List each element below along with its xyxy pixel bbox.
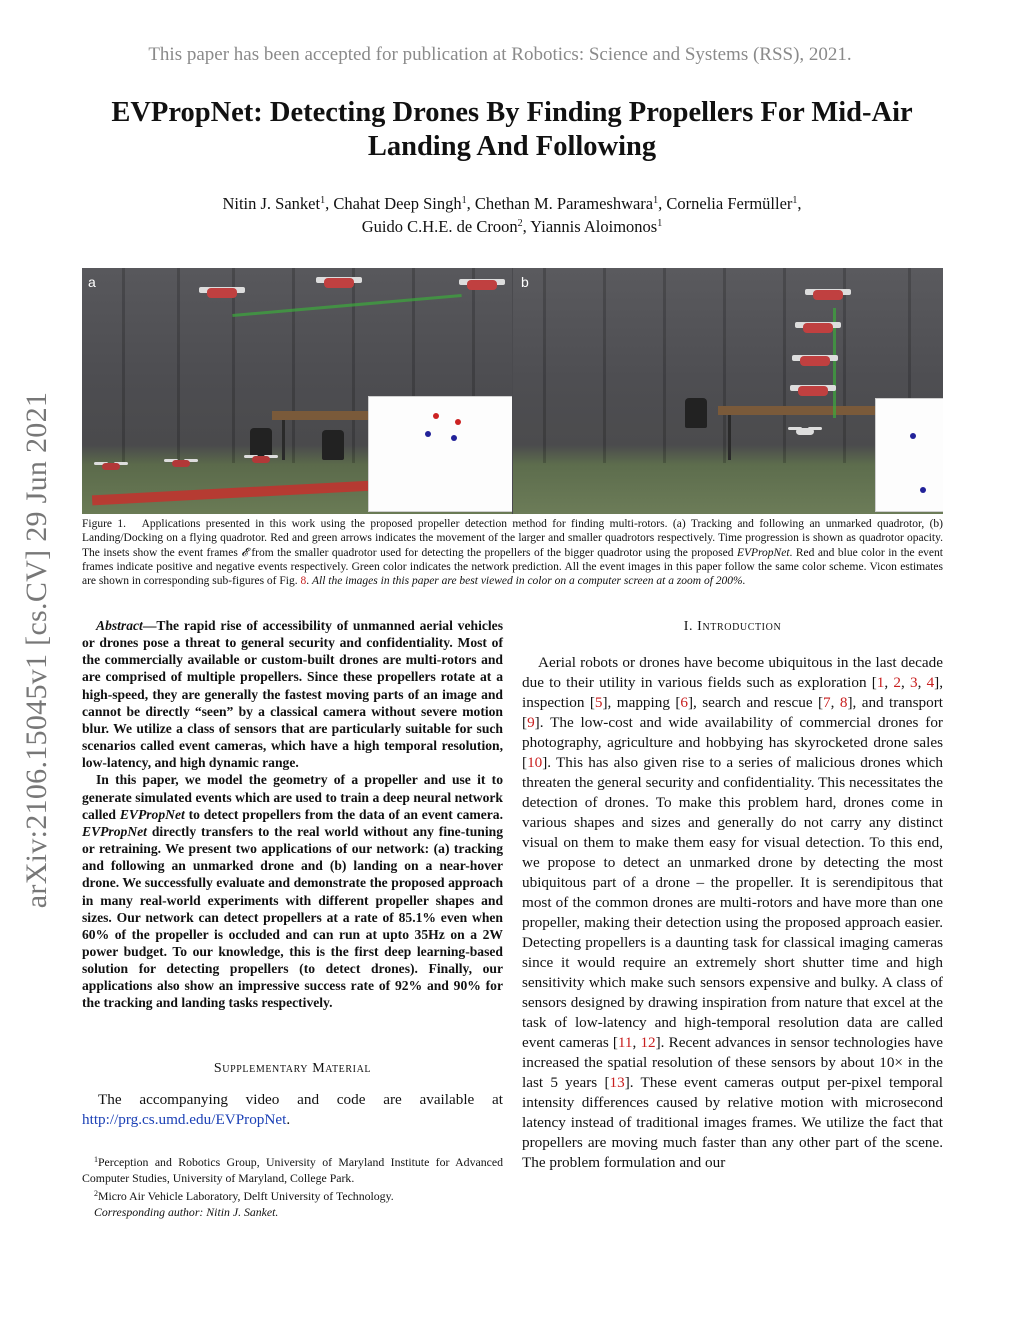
panel-label-b: b: [521, 274, 529, 290]
supplementary-text: [82, 1090, 503, 1130]
separator: ,: [884, 674, 894, 691]
citation-link[interactable]: 10: [527, 754, 543, 771]
corresponding-author: [82, 1205, 503, 1221]
figure-1: [82, 268, 943, 514]
footnote-1: [82, 1152, 503, 1186]
intro-text: ]. Recent advances in sensor technologies have increased the spatial resolution of these sensors by about 10× in the last 5 years [: [522, 1034, 943, 1091]
separator: ,: [830, 694, 840, 711]
introduction-body: [522, 653, 943, 1173]
author-name: Cornelia Fermüller: [666, 194, 793, 213]
intro-text: ]. This has also given rise to a series of malicious drones which threaten the general security and confidentiality. This necessitates the detection of drones. To make this problem hard, drones come in various shapes and sizes and generally do not carry any distinct visual on them to make them easy for visual detection. To this end, we propose to detect an unmarked drone by detecting the most ubiquitous part of a drone – the propeller. It is serendipitous that most of the common drones are multi-rotors and have more than one propeller, making their detection using the proposed approach easier. Detecting propellers is a daunting task for classical imaging cameras since it would require an extremely short shutter time and high sensitivity which make such sensors expensive and bulky. A class of sensors designed by drawing inspiration from nature that excel at the task of low-latency and high-temporal resolution data are called event cameras [: [522, 754, 943, 1051]
method-name: EVPropNet: [82, 823, 147, 839]
caption-text: . Red and blue color in the event frames indicate positive and negative events respectively. Green color indicates the network prediction. All the event images in this paper follow the same color scheme. Vicon estimates are shown in corresponding sub-figures of Fig.: [82, 546, 943, 588]
intro-text: Aerial robots or drones have become ubiquitous in the last decade due to their utility in various fields such as exploration [: [522, 654, 943, 691]
footnote-mark: 2: [94, 1189, 98, 1198]
affiliation-mark: 1: [461, 195, 467, 206]
figure-caption: [82, 517, 943, 588]
figure-panel-a: [82, 268, 512, 514]
intro-text: ], and transport [: [522, 694, 944, 731]
arxiv-stamp: [12, 360, 62, 940]
footnotes: [82, 1152, 503, 1220]
footnote-text: Perception and Robotics Group, University of Maryland Institute for Advanced Computer Studies, University of Maryland, College Park.: [82, 1155, 503, 1185]
figure-reference-link[interactable]: 8: [300, 575, 307, 588]
citation-link[interactable]: 13: [609, 1074, 625, 1091]
affiliation-mark: 2: [517, 218, 523, 229]
citation-link[interactable]: 8: [839, 694, 848, 711]
author-line-1: Nitin J. Sanket$^1$, Chahat Deep Singh$^1$, Chethan M. Parameshwara$^1$, Cornelia Fermüller$^1$,: [222, 194, 802, 213]
intro-text: ], mapping [: [602, 694, 681, 711]
abstract-text: directly transfers to the real world without any fine-tuning or retraining. We present two applications of our network: (a) tracking and following an unmarked drone and (b) landing on a near-hover drone. We successfully evaluate and demonstrate the proposed approach in many real-world experiments with different propeller shapes and sizes. Our network can detect propellers at a rate of 85.1% even when 60% of the propeller is occluded and can run at upto 35Hz on a 2W power budget. To our knowledge, this is the first deep learning-based solution for detecting propellers (to detect drones). Finally, our applications also show an impressive success rate of 92% and 90% for the tracking and landing tasks respectively.: [82, 823, 503, 1011]
separator: ,: [900, 674, 910, 691]
arxiv-stamp-text: arXiv:2106.15045v1 [cs.CV] 29 Jun 2021: [20, 391, 53, 909]
affiliation-mark: 1: [653, 195, 659, 206]
introduction-heading: I. Introduction: [683, 619, 782, 634]
abstract-paragraph-1: [82, 617, 503, 771]
paper-title: EVPropNet: Detecting Drones By Finding Propellers For Mid-Air Landing And Following: [111, 97, 913, 162]
method-name: EVPropNet: [119, 806, 185, 822]
supplementary-heading: Supplementary Material: [213, 1061, 372, 1076]
author-name: Chethan M. Parameshwara: [474, 194, 654, 213]
abstract-label: Abstract: [96, 618, 143, 633]
intro-text: ]. These event cameras output per-pixel temporal intensity differences caused by relative motion with microsecond latency instead of traditional images frames. We utilize the fact that propellers are moving much faster than any other part of the scene. The problem formulation and our: [522, 1074, 943, 1171]
author-list: [60, 192, 964, 238]
abstract-paragraph-2: [82, 771, 503, 1011]
event-frame-inset-a: [368, 396, 512, 512]
project-url-link[interactable]: http://prg.cs.umd.edu/EVPropNet: [82, 1111, 287, 1128]
intro-text: ], inspection [: [522, 674, 944, 711]
caption-text: .: [306, 575, 312, 588]
citation-link[interactable]: 9: [527, 714, 535, 731]
citation-link[interactable]: 7: [823, 694, 831, 711]
event-symbol: 𝓔: [241, 546, 248, 559]
panel-label-a: a: [88, 274, 96, 290]
citation-link[interactable]: 2: [893, 674, 901, 691]
affiliation-mark: 1: [657, 218, 663, 229]
publication-notice: This paper has been accepted for publication at Robotics: Science and Systems (RSS), 2021.: [148, 44, 852, 65]
supplementary-period: .: [286, 1111, 291, 1128]
affiliation-mark: 1: [792, 195, 798, 206]
affiliation-mark: 1: [320, 195, 326, 206]
citation-link[interactable]: 11: [617, 1034, 633, 1051]
citation-link[interactable]: 4: [926, 674, 935, 691]
separator: ,: [632, 1034, 641, 1051]
author-name: Guido C.H.E. de Croon: [361, 217, 518, 236]
abstract: [82, 617, 503, 1012]
footnote-text: Micro Air Vehicle Laboratory, Delft University of Technology.: [98, 1189, 394, 1203]
introduction-paragraph: [522, 653, 943, 1173]
corresponding-author-text: Corresponding author: Nitin J. Sanket.: [94, 1204, 279, 1219]
footnote-2: [82, 1186, 503, 1205]
citation-link[interactable]: 5: [594, 694, 603, 711]
supplementary-sentence: The accompanying video and code are available at: [98, 1091, 503, 1108]
event-frame-inset-b: [875, 398, 943, 512]
method-name: EVPropNet: [736, 546, 790, 559]
author-line-2: Guido C.H.E. de Croon$^2$, Yiannis Aloimonos$^1$: [361, 217, 663, 236]
footnote-mark: 1: [94, 1155, 98, 1164]
abstract-text: The rapid rise of accessibility of unmanned aerial vehicles or drones pose a threat to general security and confidentiality. Most of the commercially available or custom-built drones are multi-rotors and are comprised of multiple propellers. Since these propellers rotate at a high-speed, they are generally the fastest moving parts of an image and cannot be directly “seen” by a classical camera without severe motion blur. We utilize a class of sensors that are particularly suitable for such scenarios called event cameras, which have a high temporal resolution, low-latency, and high dynamic range.: [82, 618, 503, 771]
caption-text: Applications presented in this work using the proposed propeller detection method for finding multi-rotors. (a) Tracking and following an unmarked quadrotor, (b) Landing/Docking on a flying quadrotor. Red and green arrows indicates the movement of the larger and smaller quadrotors respectively. Time progression is shown as quadrotor opacity. The insets show the event frames: [82, 518, 943, 559]
author-name: Yiannis Aloimonos: [530, 217, 658, 236]
figure-panel-b: [513, 268, 943, 514]
citation-link[interactable]: 12: [640, 1034, 656, 1051]
intro-text: ], search and rescue [: [687, 694, 824, 711]
caption-label: Figure 1.: [82, 518, 127, 530]
author-name: Nitin J. Sanket: [222, 194, 321, 213]
abstract-text: to detect propellers from the data of an event camera.: [184, 806, 503, 822]
separator: ,: [917, 674, 927, 691]
caption-viewing-note: All the images in this paper are best viewed in color on a computer screen at a zoom of 200%.: [311, 575, 746, 588]
citation-link[interactable]: 1: [876, 674, 885, 691]
author-name: Chahat Deep Singh: [333, 194, 462, 213]
abstract-dash: —: [142, 618, 157, 633]
caption-text: from the smaller quadrotor used for detecting the propellers of the bigger quadrotor using the proposed: [247, 546, 737, 559]
citation-link[interactable]: 3: [909, 674, 918, 691]
abstract-text: In this paper, we model the geometry of a propeller and use it to generate simulated events which are used to train a deep neural network called: [82, 772, 503, 822]
intro-text: ]. The low-cost and wide availability of commercial drones for photography, agriculture and hobbying has skyrocketed drone sales [: [522, 714, 943, 771]
citation-link[interactable]: 6: [680, 694, 688, 711]
